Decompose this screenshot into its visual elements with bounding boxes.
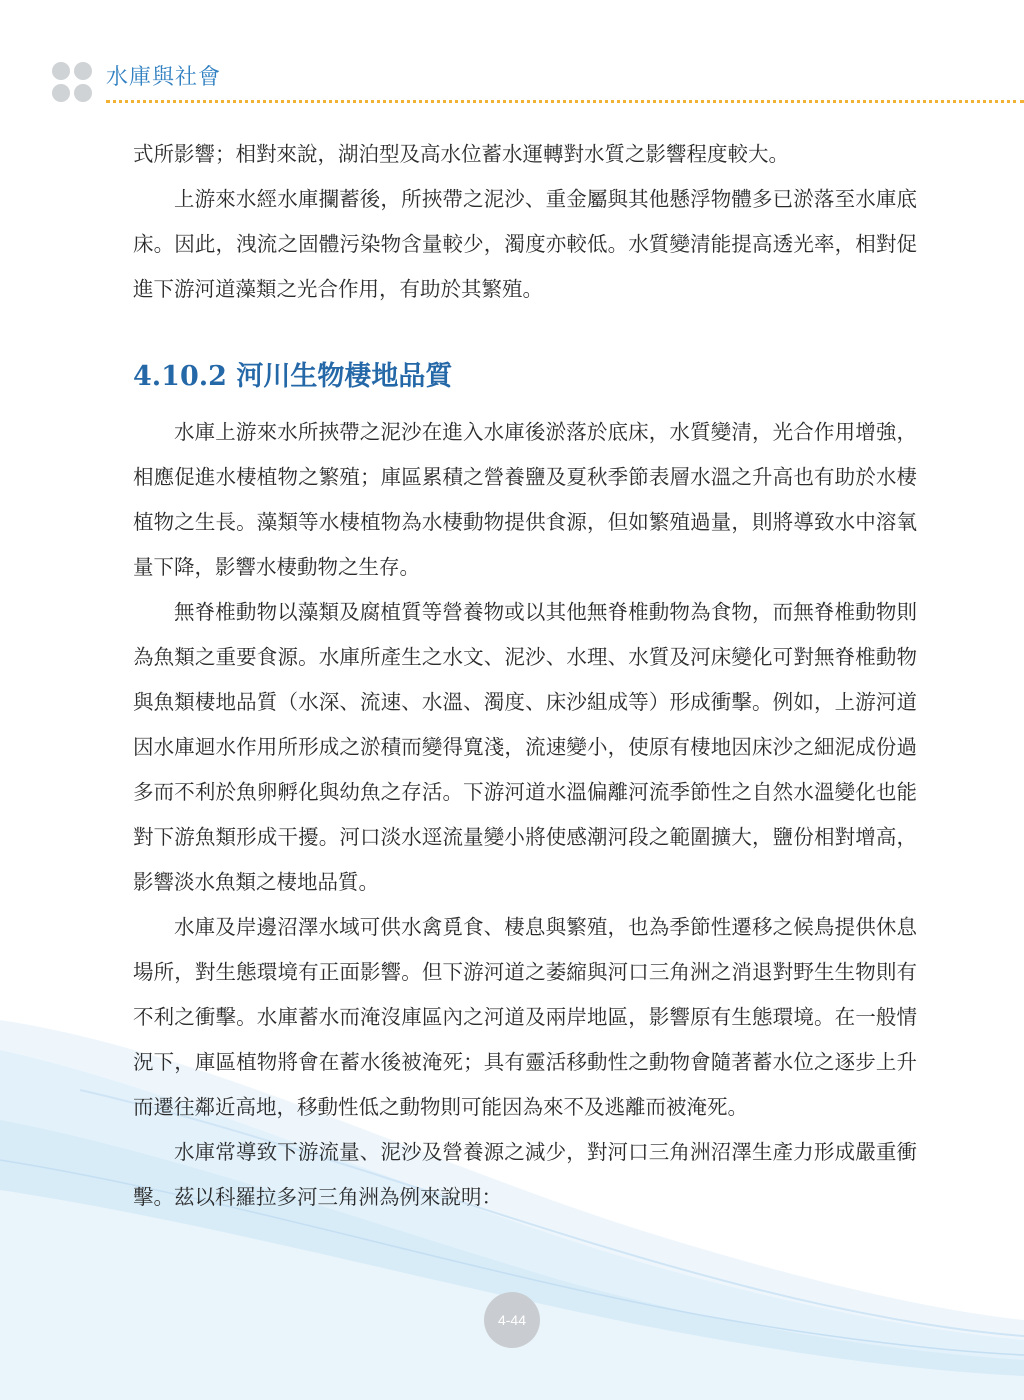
header-dots-icon: [52, 62, 94, 104]
paragraph-3: 水庫上游來水所挾帶之泥沙在進入水庫後淤落於底床，水質變清，光合作用增強，相應促進水棲植物之繁殖；庫區累積之營養鹽及夏秋季節表層水溫之升高也有助於水棲植物之生長。藻類等水棲植物為水棲動物提供食源，但如繁殖過量，則將導致水中溶氧量下降，影響水棲動物之生存。: [133, 420, 917, 579]
dot: [74, 84, 92, 102]
page-number-badge: 4-44: [484, 1292, 540, 1348]
dot: [52, 62, 70, 80]
dot: [52, 84, 70, 102]
dot: [74, 62, 92, 80]
paragraph-6: 水庫常導致下游流量、泥沙及營養源之減少，對河口三角洲沼澤生產力形成嚴重衝擊。茲以科羅拉多河三角洲為例來說明：: [133, 1140, 917, 1209]
paragraph-4: 無脊椎動物以藻類及腐植質等營養物或以其他無脊椎動物為食物，而無脊椎動物則為魚類之重要食源。水庫所產生之水文、泥沙、水理、水質及河床變化可對無脊椎動物與魚類棲地品質（水深、流速、水溫、濁度、床沙組成等）形成衝擊。例如，上游河道因水庫迴水作用所形成之淤積而變得寬淺，流速變小，使原有棲地因床沙之細泥成份過多而不利於魚卵孵化與幼魚之存活。下游河道水溫偏離河流季節性之自然水溫變化也能對下游魚類形成干擾。河口淡水逕流量變小將使感潮河段之範圍擴大，鹽份相對增高，影響淡水魚類之棲地品質。: [133, 600, 917, 894]
header-title: 水庫與社會: [106, 65, 222, 90]
page-header: [0, 0, 1024, 110]
section-heading: 4.10.2 河川生物棲地品質: [133, 361, 453, 392]
paragraph-5: 水庫及岸邊沼澤水域可供水禽覓食、棲息與繁殖，也為季節性遷移之候鳥提供休息場所，對生態環境有正面影響。但下游河道之萎縮與河口三角洲之消退對野生生物則有不利之衝擊。水庫蓄水而淹沒庫區內之河道及兩岸地區，影響原有生態環境。在一般情況下，庫區植物將會在蓄水後被淹死；具有靈活移動性之動物會隨著蓄水位之逐步上升而遷往鄰近高地，移動性低之動物則可能因為來不及逃離而被淹死。: [133, 915, 917, 1119]
paragraph-2: 上游來水經水庫攔蓄後，所挾帶之泥沙、重金屬與其他懸浮物體多已淤落至水庫底床。因此，洩流之固體污染物含量較少，濁度亦較低。水質變清能提高透光率，相對促進下游河道藻類之光合作用，有助於其繁殖。: [133, 187, 917, 301]
header-dotted-rule: [106, 100, 1024, 103]
page-content: [133, 132, 917, 1220]
paragraph-1: 式所影響；相對來說，湖泊型及高水位蓄水運轉對水質之影響程度較大。: [133, 142, 789, 166]
